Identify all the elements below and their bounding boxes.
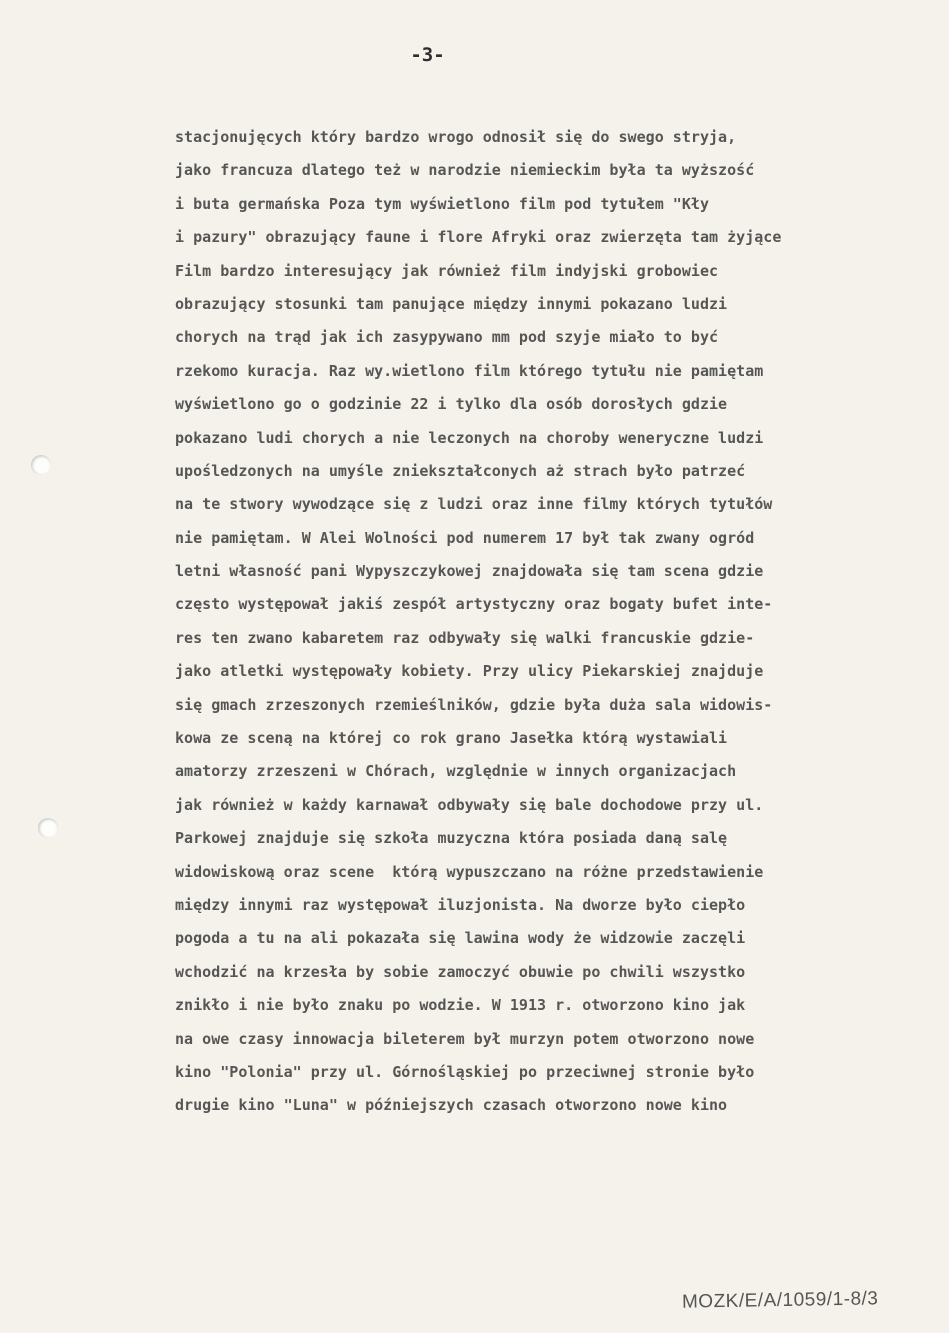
text-line: między innymi raz występował iluzjonista. Na dworze było ciepło <box>175 895 746 914</box>
text-line: wchodzić na krzesła by sobie zamoczyć obuwie po chwili wszystko <box>175 962 746 981</box>
text-line: drugie kino "Luna" w późniejszych czasach otworzono nowe kino <box>175 1096 728 1115</box>
text-line: nie pamiętam. W Alei Wolności pod numerem 17 był tak zwany ogród <box>175 528 755 547</box>
text-line: upośledzonych na umyśle zniekształconych aż strach było patrzeć <box>175 461 746 480</box>
text-line: res ten zwano kabaretem raz odbywały się walki francuskie gdzie- <box>175 628 755 647</box>
punch-hole <box>38 818 58 838</box>
text-line: jako francuza dlatego też w narodzie niemieckim była ta wyższość <box>175 161 755 180</box>
text-line: widowiskową oraz scene którą wypuszczano na różne przedstawienie <box>175 862 764 881</box>
text-line: znikło i nie było znaku po wodzie. W 1913 r. otworzono kino jak <box>175 996 746 1015</box>
archive-signature: MOZK/E/A/1059/1-8/3 <box>681 1288 879 1313</box>
text-line: chorych na trąd jak ich zasypywano mm pod szyje miało to być <box>175 328 719 347</box>
text-line: pogoda a tu na ali pokazała się lawina wody że widzowie zaczęli <box>175 929 746 948</box>
text-line: się gmach zrzeszonych rzemieślników, gdzie była duża sala widowis- <box>175 695 773 714</box>
text-line: często występował jakiś zespół artystyczny oraz bogaty bufet inte- <box>175 595 773 614</box>
text-line: i buta germańska Poza tym wyświetlono film pod tytułem "Kły <box>175 194 709 213</box>
text-line: i pazury" obrazujący faune i flore Afryki oraz zwierzęta tam żyjące <box>175 228 782 247</box>
text-line: na owe czasy innowacja bileterem był murzyn potem otworzono nowe <box>175 1029 755 1048</box>
text-line: wyświetlono go o godzinie 22 i tylko dla osób dorosłych gdzie <box>175 395 728 414</box>
text-line: jak również w każdy karnawał odbywały się bale dochodowe przy ul. <box>175 795 764 814</box>
text-line: kino "Polonia" przy ul. Górnośląskiej po przeciwnej stronie było <box>175 1062 755 1081</box>
text-line: amatorzy zrzeszeni w Chórach, względnie w innych organizacjach <box>175 762 737 781</box>
text-line: Film bardzo interesujący jak również film indyjski grobowiec <box>175 261 719 280</box>
punch-hole <box>31 455 51 475</box>
text-line: obrazujący stosunki tam panujące między innymi pokazano ludzi <box>175 294 728 313</box>
text-line: rzekomo kuracja. Raz wy.wietlono film którego tytułu nie pamiętam <box>175 361 764 380</box>
text-line: jako atletki występowały kobiety. Przy ulicy Piekarskiej znajduje <box>175 662 764 681</box>
text-line: Parkowej znajduje się szkoła muzyczna która posiada daną salę <box>175 829 728 848</box>
typewritten-text <box>175 121 930 1123</box>
text-line: stacjonujęcych który bardzo wrogo odnosił się do swego stryja, <box>175 128 737 146</box>
text-line: kowa ze sceną na której co rok grano Jasełka którą wystawiali <box>175 729 728 748</box>
page-number: -3- <box>410 44 445 66</box>
text-line: letni własność pani Wypyszczykowej znajdowała się tam scena gdzie <box>175 562 764 581</box>
text-line: na te stwory wywodzące się z ludzi oraz inne filmy których tytułów <box>175 495 773 514</box>
text-line: pokazano ludi chorych a nie leczonych na choroby weneryczne ludzi <box>175 428 764 447</box>
